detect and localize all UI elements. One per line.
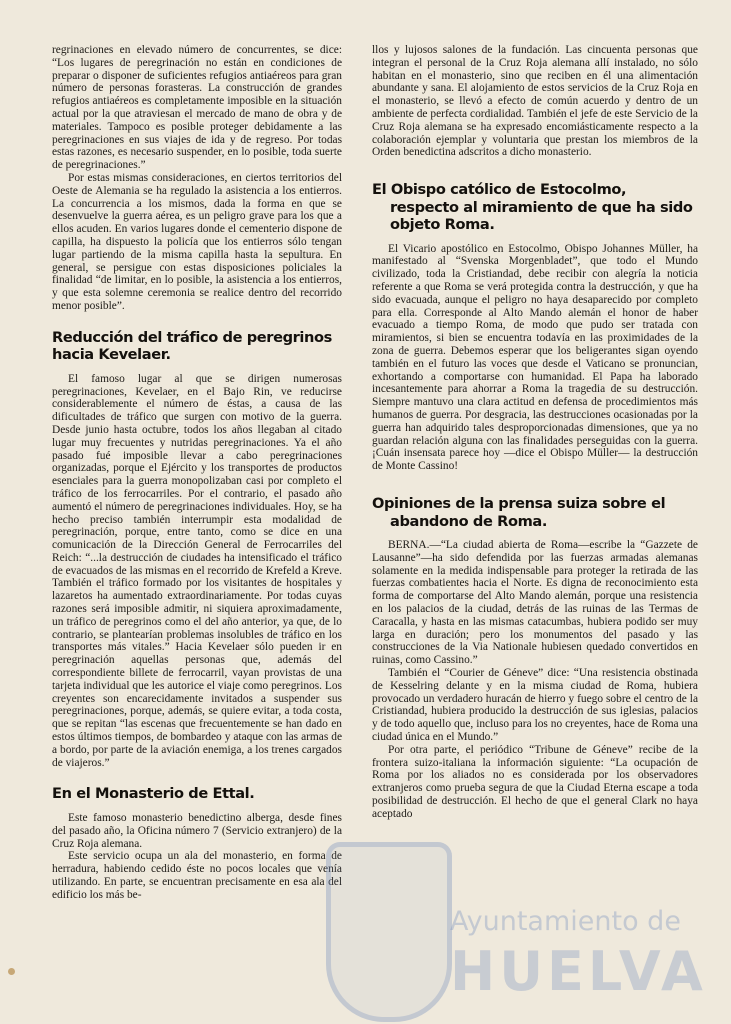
- section-heading-estocolmo: El Obispo católico de Estocolmo, respecto al miramiento de que ha sido objeto Roma.: [372, 181, 693, 234]
- paragraph: BERNA.—“La ciudad abierta de Roma—escribe la “Gazzete de Lausanne”—ha sido defendida por las fuerzas armadas alemanas solamente en la medida indispensable para proteger la retirada de las fuerzas combatientes hacia el Norte. Es digna de reconocimiento esta forma de comportarse del Alto Mando alemán, porque una resistencia en los palacios de la ciudad, detrás de las ruinas de las Termas de Caracalla, y hasta en las mismas catacumbas, hubiera podido ser muy larga en duración; pero los monumentos del pasado y las construcciones de la Via Nationale hubiesen quedado convertidos en ruinas, como Cassino.”: [372, 539, 698, 667]
- watermark-line-1: Ayuntamiento de: [450, 906, 681, 937]
- paragraph: llos y lujosos salones de la fundación. Las cincuenta personas que integran el personal de la Cruz Roja alemana allí instalado, no sólo habitan en el monasterio, sino que reciben en él una alimentación abundante y sana. El alojamiento de estos servicios de la Cruz Roja en el monasterio, se llevó a efecto de común acuerdo y dentro de un ambiente de perfecta cordialidad. También el jefe de este Servicio de la Cruz Roja alemana se ha expresado encomiásticamente respecto a la colaboración ejemplar y voluntaria que prestan los miembros de la Orden benedictina adscritos a dicho monasterio.: [372, 44, 698, 159]
- archive-watermark: [318, 820, 718, 1020]
- right-column: [372, 44, 698, 821]
- section-heading-kevelaer: Reducción del tráfico de peregrinos hacia Kevelaer.: [52, 328, 332, 364]
- section-heading-prensa-suiza: Opiniones de la prensa suiza sobre el abandono de Roma.: [372, 495, 666, 530]
- coat-of-arms-icon: [326, 842, 452, 1022]
- paper-stain: [8, 968, 15, 975]
- paragraph: Este servicio ocupa un ala del monasterio, en forma de herradura, habiendo cedido éste no pocos locales que venía utilizando. En parte, se encuentran precisamente en esa ala del edificio los más be-: [52, 850, 342, 901]
- paragraph: El Vicario apostólico en Estocolmo, Obispo Johannes Müller, ha manifestado al “Svenska Morgenbladet”, que todo el Mundo civilizado, toda la Cristiandad, debe recibir con alegría la noticia referente a que Roma se verá protegida contra la destrucción, y que ha sido evacuada, aunque el peligro no haya desaparecido por completo para ella. Corresponde al Alto Mando alemán el honor de haber evacuado a tiempo Roma, de modo que pudo ser tratada con miramientos, si bien se encuentra todavía en las proximidades de la zona de guerra. Debemos esperar que los beligerantes sigan oyendo también en el futuro las voces que desde el Vaticano se pronuncian, exhortando a comportarse con humanidad. El Papa ha laborado incesantemente para ahorrar a Roma la tragedia de su destrucción. Siempre mantuvo una clara actitud en defensa de procedimientos más humanos de guerra. Por desgracia, las destrucciones ocasionadas por la guerra han adquirido tales desproporcionadas dimensiones, que ya no guardan relación alguna con las finalidades perseguidas con la guerra. ¡Cuán insensata parece hoy —dice el Obispo Müller— la destrucción de Monte Cassino!: [372, 242, 698, 473]
- left-column: [52, 44, 342, 902]
- paragraph: Por estas mismas consideraciones, en ciertos territorios del Oeste de Alemania se ha regulado la asistencia a los entierros. La concurrencia a los mismos, dada la forma en que se desenvuelve la guerra aérea, es un peligro grave para los que a ellos acuden. En varios lugares donde el cementerio dispone de capilla, ha dispuesto la policía que los entierros sólo tengan lugar partiendo de la misma capilla hasta la sepultura. En general, se persigue con estas disposiciones policiales la finalidad “de limitar, en lo posible, la asistencia a los entierros, y que esta solemne ceremonia se realice dentro del recorrido menor posible”.: [52, 171, 342, 312]
- paragraph: Por otra parte, el periódico “Tribune de Géneve” recibe de la frontera suizo-italiana la información siguiente: “La ocupación de Roma por los aliados no es considerada por los observadores extranjeros como prueba segura de que la Ciudad Eterna escape a toda posibilidad de destrucción. El hecho de que el general Clark no haya aceptado: [372, 743, 698, 820]
- watermark-line-2: HUELVA: [450, 940, 707, 1003]
- paragraph: También el “Courier de Géneve” dice: “Una resistencia obstinada de Kesselring delante y en la misma ciudad de Roma, hubiera provocado un verdadero huracán de hierro y fuego sobre el centro de la Cristiandad, hubiera producido la destrucción de sus iglesias, palacios y de todo aquello que, incluso para los no creyentes, hace de Roma una ciudad única en el Mundo.”: [372, 666, 698, 743]
- section-heading-ettal: En el Monasterio de Ettal.: [52, 785, 255, 803]
- paragraph: Este famoso monasterio benedictino alberga, desde fines del pasado año, la Oficina número 7 (Servicio extranjero) de la Cruz Roja alemana.: [52, 811, 342, 850]
- paragraph: regrinaciones en elevado número de concurrentes, se dice: “Los lugares de peregrinación no están en condiciones de preparar o disponer de suficientes refugios antiaéreos para gran número de personas forasteras. La construcción de grandes refugios antiaéreos es completamente imposible en la situación actual por la que atraviesan el mercado de mano de obra y de materiales. Tampoco es posible proteger debidamente a las peregrinaciones en sus viajes de ida y de regreso. Por todas estas razones, es necesario suspender, en lo posible, toda suerte de peregrinaciones.”: [52, 44, 342, 172]
- paragraph: El famoso lugar al que se dirigen numerosas peregrinaciones, Kevelaer, en el Bajo Rin, ve reducirse considerablemente el número de éstas, a causa de las dificultades de tráfico que surgen con motivo de la guerra. Desde junio hasta octubre, todos los años llegaban al citado lugar muy frecuentes y nutridas peregrinaciones. Ya el año pasado fué imposible llevar a cabo peregrinaciones organizadas, porque el Ejército y los transportes de productos esenciales para la guerra monopolizaban casi por completo el tráfico de los ferrocarriles. Por el contrario, el pasado año aumentó el número de peregrinaciones individuales. Hoy, se ha hecho preciso también interrumpir esta modalidad de peregrinación, porque, entre tanto, como se dice en una comunicación de la Dirección General de Ferrocarriles del Reich: “...la destrucción de ciudades ha intensificado el tráfico de evacuados de las mismas en el recorrido de Krefeld a Kreve. También el tráfico formado por los visitantes de hospitales y lazaretos ha aumentado extraordinariamente. Por todas cuyas razones será imposible admitir, ni siquiera aproximadamente, un tráfico de peregrinos como el del año anterior, ya que, de lo contrario, se plantearían problemas insolubles de tráfico en los transportes más vitales.” Hacia Kevelaer sólo pueden ir en peregrinación aquellas personas que, además del correspondiente billete de ferrocarril, vayan provistas de una tarjeta individual que les autorice el viaje como peregrinos. Los creyentes son encarecidamente invitados a suspender sus peregrinaciones, porque, además, se quiere evitar, a toda costa, que se repitan “las escenas que frecuentemente se han dado en estos últimos tiempos, de bombardeo y ataque con las armas de a bordo, por parte de la aviación enemiga, a los trenes cargados de viajeros.”: [52, 372, 342, 769]
